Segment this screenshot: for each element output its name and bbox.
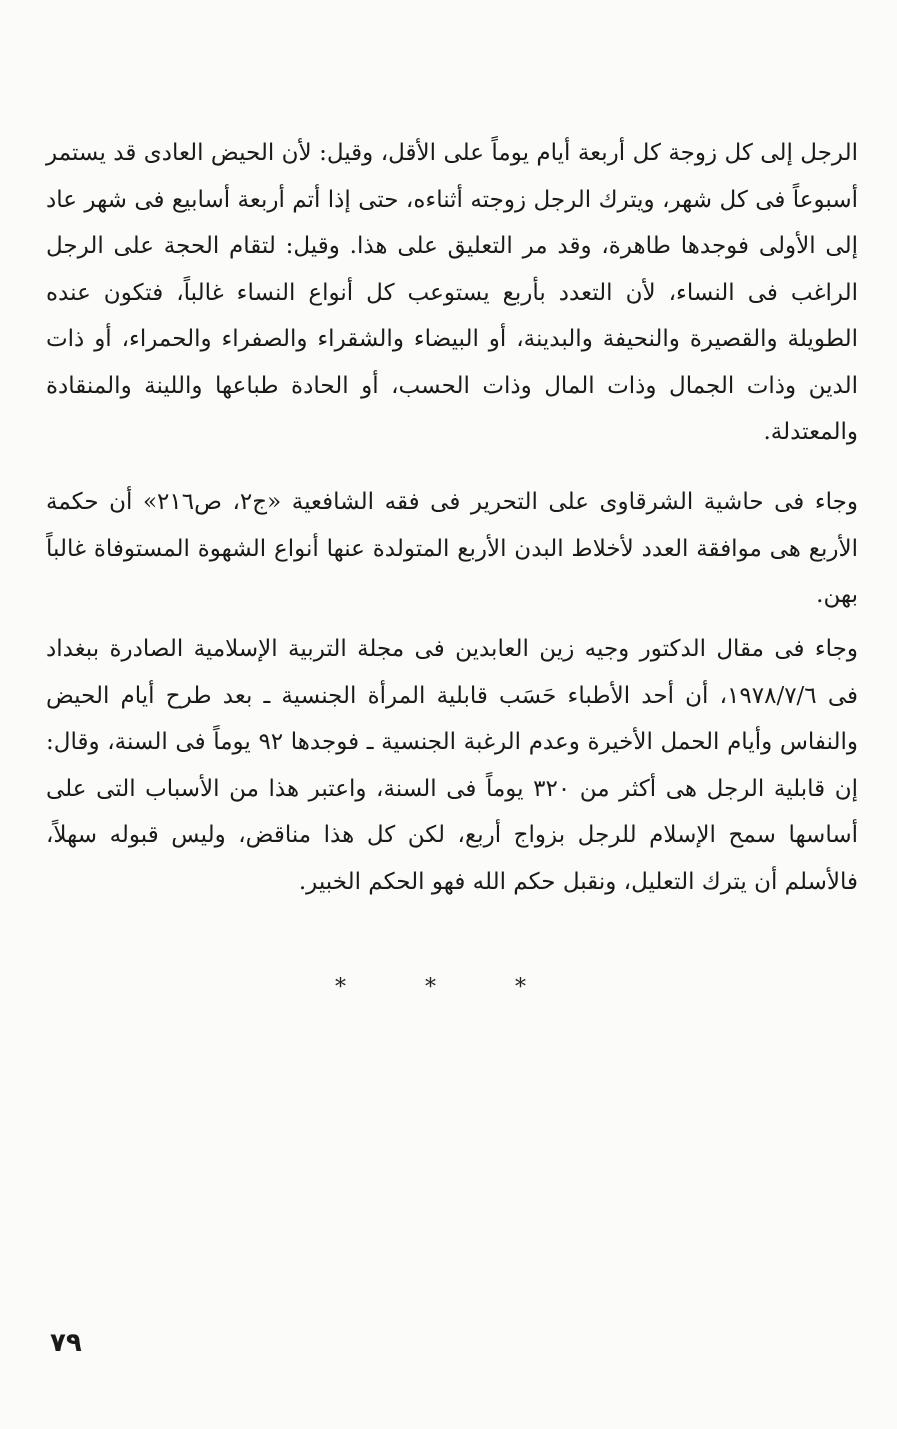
- paragraph-1: الرجل إلى كل زوجة كل أربعة أيام يوماً على الأقل، وقيل: لأن الحيض العادى قد يستمر أسبوعاً فى كل شهر، ويترك الرجل زوجته أثناءه، حتى إذا أتم أربعة أسابيع فى شهر عاد إلى الأولى فوجدها طاهرة، وقد مر التعليق على هذا. وقيل: لتقام الحجة على الرجل الراغب فى النساء، لأن التعدد بأربع يستوعب كل أنواع النساء غالباً، فتكون عنده الطويلة والقصيرة والنحيفة والبدينة، أو البيضاء والشقراء والصفراء والحمراء، أو ذات الدين وذات الجمال وذات المال وذات الحسب، أو الحادة طباعها واللينة والمنقادة والمعتدلة.: [46, 140, 858, 445]
- section-divider-ornament: * * *: [335, 975, 562, 1000]
- paragraph-2: وجاء فى حاشية الشرقاوى على التحرير فى فقه الشافعية «ج٢، ص٢١٦» أن حكمة الأربع هى موافقة العدد لأخلاط البدن الأربع المتولدة عنها أنواع الشهوة المستوفاة غالباً بهن.: [46, 489, 859, 608]
- page-number: ٧٩: [50, 1328, 82, 1358]
- paragraph-3: وجاء فى مقال الدكتور وجيه زين العابدين فى مجلة التربية الإسلامية الصادرة ببغداد فى ١٩٧٨/٧/٦، أن أحد الأطباء حَسَب قابلية المرأة الجنسية ـ بعد طرح أيام الحيض والنفاس وأيام الحمل الأخيرة وعدم الرغبة الجنسية ـ فوجدها ٩٢ يوماً فى السنة، وقال: إن قابلية الرجل هى أكثر من ٣٢٠ يوماً فى السنة، واعتبر هذا من الأسباب التى على أساسها سمح الإسلام للرجل بزواج أربع، لكن كل هذا مناقض، وليس قبوله سهلاً، فالأسلم أن يترك التعليل، ونقبل حكم الله فهو الحكم الخبير.: [46, 636, 858, 895]
